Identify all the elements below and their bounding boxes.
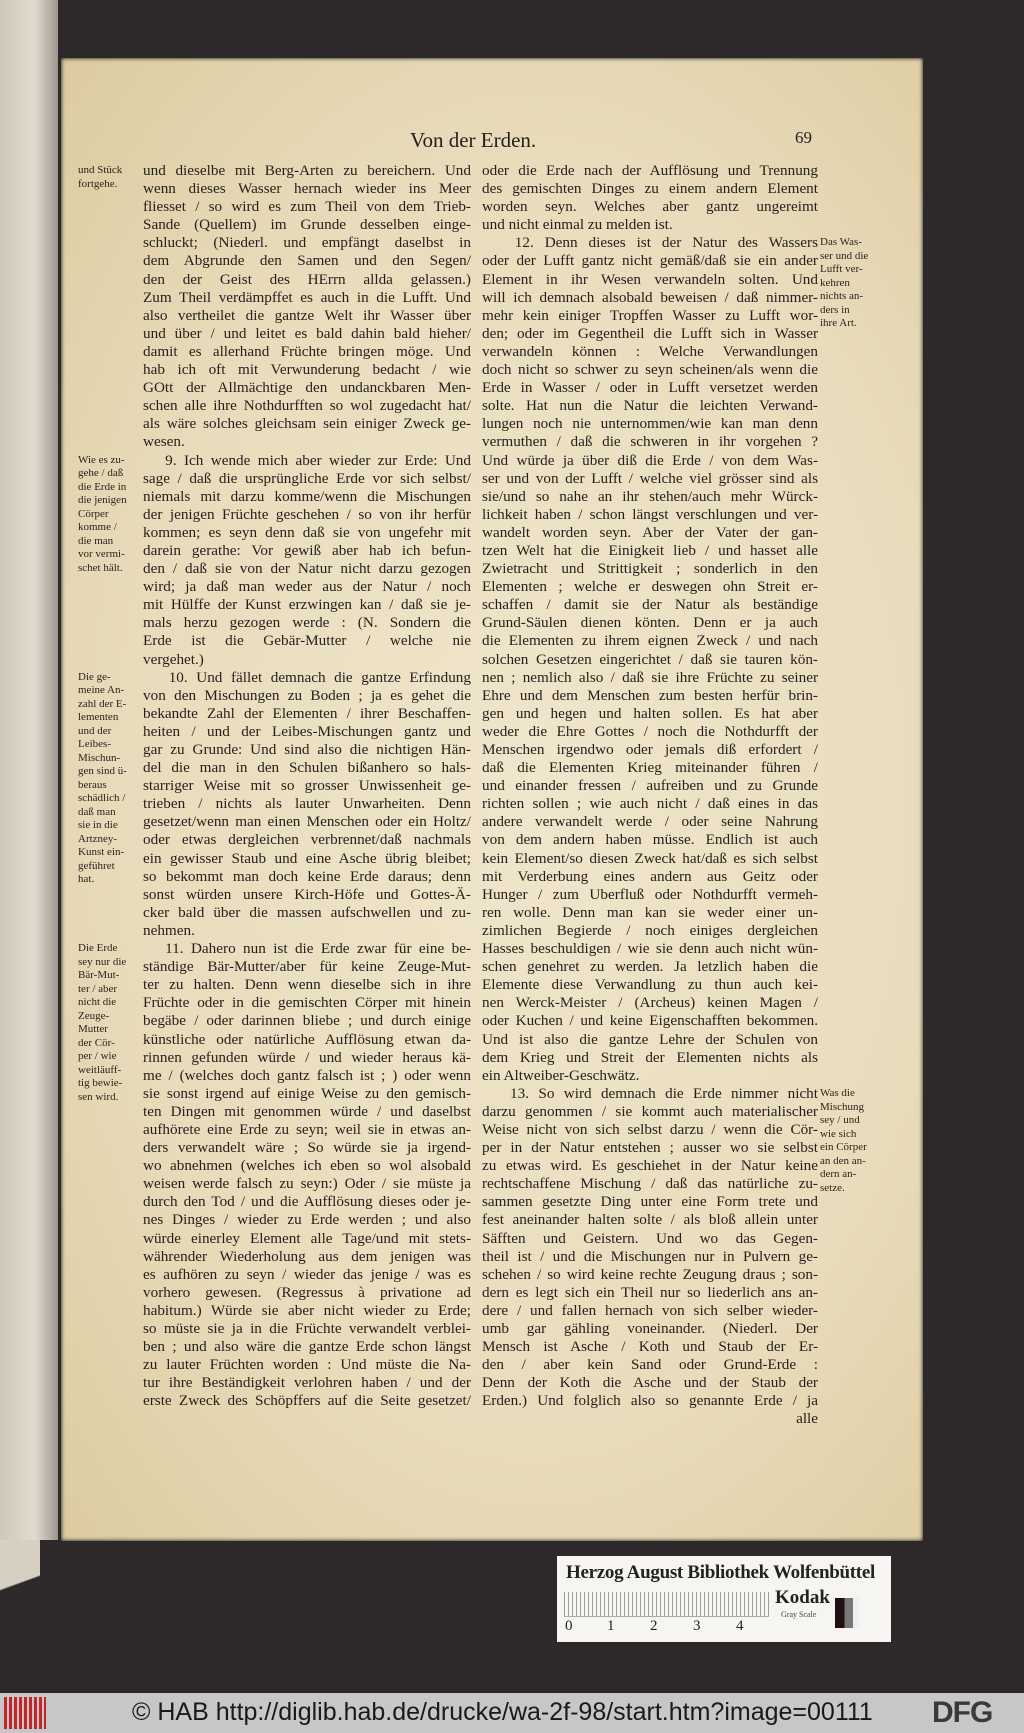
margin-note-line: Cörper (78, 507, 109, 520)
page-number: 69 (795, 128, 812, 147)
text-line: durch den Tod / und die Aufflösung dieses oder je- (143, 1193, 471, 1211)
margin-note-line: wie sich (820, 1127, 857, 1140)
margin-note-line: an den an- (820, 1154, 866, 1167)
text-line: Erde in Wasser / oder in Lufft versetzet werden (482, 379, 818, 397)
text-line: wird; ja daß man weder aus der Natur / noch (143, 578, 471, 596)
left-text-column (143, 162, 471, 1410)
text-line: 10. Und fället demnach die gantze Erfindung (143, 668, 471, 686)
margin-note-line: daß man (78, 805, 116, 818)
text-line: Erde ist die Gebär-Mutter / welche nie (143, 632, 471, 650)
text-line: die Elementen zu ihrem eignen Zweck / und nach (482, 632, 818, 650)
text-line: darein gerathe: Vor gewiß aber hab ich befun- (143, 541, 471, 559)
text-line: währender Wiederholung aus dem jenigen was (143, 1247, 471, 1265)
margin-note-line: Kunst ein- (78, 846, 125, 859)
text-line: damit es allerhand Früchte bringen möge. Und (143, 342, 471, 360)
dfg-logo: DFG (932, 1696, 993, 1729)
margin-note-line: tig bewie- (78, 1077, 123, 1090)
margin-note (820, 1087, 884, 1195)
margin-note-line: Bär-Mut- (78, 969, 120, 982)
text-line: Weise nicht von sich selbst darzu / wenn die Cör- (482, 1120, 818, 1138)
text-line: schen genehret zu werden. Ja letzlich haben die (482, 958, 818, 976)
margin-note-line: Das Was- (820, 236, 862, 249)
text-line: Denn der Koth die Asche und der Staub der (482, 1374, 818, 1392)
text-line: fliesset / so wird es zum Theil von dem Trieb- (143, 198, 471, 216)
text-line: Hasses beschuldigen / wie sie denn auch nicht wün- (482, 940, 818, 958)
text-line: sie sonst irgend auf einige Weise zu den gemisch- (143, 1084, 471, 1102)
text-line: rechtschaffene Mischung / daß das natürliche zu- (482, 1175, 818, 1193)
margin-note-line: Mischung (820, 1100, 864, 1113)
text-line: 11. Dahero nun ist die Erde zwar für eine be- (143, 940, 471, 958)
text-line: künstliche oder natürliche Aufflösung etwan da- (143, 1030, 471, 1048)
ruler-number: 3 (693, 1618, 701, 1634)
text-line: lichkeit haben / schon längst verschlungen und ver- (482, 505, 818, 523)
text-line: sie/und so nahe an ihr stehen/auch mehr Würck- (482, 487, 818, 505)
text-line: ders verwandelt wäre ; So würde sie ja irgend- (143, 1139, 471, 1157)
text-line: 12. Denn dieses ist der Natur des Wassers (482, 234, 818, 252)
margin-note-line: geführet (78, 859, 115, 872)
text-line: zu etwas wird. Es geschiehet in der Natur keine (482, 1157, 818, 1175)
text-line: theil ist / und die Mischungen nur in Pulvern ge- (482, 1247, 818, 1265)
margin-note-line: sey / und (820, 1114, 860, 1127)
text-line: und einander fressen / aufreiben und zu Grunde (482, 777, 818, 795)
text-line: me / (welches doch gantz falsch ist ; ) oder wenn (143, 1066, 471, 1084)
margin-note (78, 671, 142, 887)
text-line: es aufhören zu seyn / wieder das jenige / was es (143, 1265, 471, 1283)
margin-note-line: sie in die (78, 819, 118, 832)
text-line: Sande (Quellem) im Grunde desselben einge- (143, 216, 471, 234)
text-line: vergehet.) (143, 650, 204, 668)
text-line: nes Dinges / wieder zu Erde werden ; und also (143, 1211, 471, 1229)
margin-note-line: nicht die (78, 996, 117, 1009)
margin-note-line: gehe / daß (78, 467, 124, 480)
color-calibration-card (557, 1556, 891, 1642)
text-line: ten Dingen mit genommen würde / und daselbst (143, 1102, 471, 1120)
text-line: ständige Bär-Mutter/aber für keine Zeuge-Mut- (143, 958, 471, 976)
text-line: alle (796, 1410, 818, 1428)
card-title: Herzog August Bibliothek Wolfenbüttel (566, 1562, 875, 1583)
text-line: den / aber kein Sand oder Grund-Erde : (482, 1356, 818, 1374)
text-line: schehen / so wird keine rechte Zeugung draus ; son- (482, 1265, 818, 1283)
text-line: Und würde ja über diß die Erde / von dem Was- (482, 451, 818, 469)
text-line: Früchte oder in die gemischten Cörper mit hinein (143, 994, 471, 1012)
ruler-number: 4 (736, 1618, 744, 1634)
text-line: Menschen irgendwo oder jemals diß erfordert / (482, 741, 818, 758)
margin-note-line: die Erde in (78, 480, 127, 493)
margin-note-line: ter / aber (78, 982, 118, 995)
text-line: ser und von der Lufft / welche viel grösser sind als (482, 469, 818, 487)
text-line: heiten / und der Leibes-Mischungen gantz und (143, 722, 471, 740)
margin-note-line: schädlich / (78, 792, 126, 805)
margin-note-line: fortgehe. (78, 177, 118, 190)
text-line: wo abnehmen (welches ich eben so wol alsobald (143, 1157, 471, 1175)
text-line: Elemente diese Verwandlung zu thun auch kei- (482, 976, 818, 994)
text-line: Grund-Säulen dienen könten. Denn er ja auch (482, 614, 818, 632)
text-line: verwandeln können : Welche Verwandlungen (482, 342, 818, 360)
text-line: will ich demnach alsobald beweisen / daß nimmer- (482, 288, 818, 306)
margin-note-line: zahl der E- (78, 697, 127, 710)
text-line: umb gar gähling voneinander. (Niederl. Der (482, 1320, 818, 1337)
text-line: dere / und fallen hernach von sich selber wieder- (482, 1301, 818, 1319)
text-line: wesen. (143, 433, 185, 451)
text-line: habitum.) Würde sie aber nicht wieder zu Erde; (143, 1301, 471, 1319)
text-line: würde einerley Element alle Tage/und mit stets- (143, 1229, 471, 1247)
margin-note-line: ser und die (820, 249, 869, 262)
kodak-logo: Kodak (775, 1587, 830, 1608)
margin-note-line: Was die (820, 1087, 855, 1100)
text-line: oder Kuchen / und keine Eigenschafften bekommen. (482, 1012, 818, 1030)
text-line: wandelt worden seyn. Aber der Vater der gan- (482, 523, 818, 541)
margin-note-line: Mutter (78, 1023, 108, 1036)
text-line: per in der Natur entstehen ; ausser wo sie selbst (482, 1139, 818, 1157)
text-line: den der Geist des HErrn allda gelassen.) (143, 270, 471, 288)
text-line: vorhero gewesen. (Regressus à privatione ad (143, 1283, 471, 1301)
margin-note-line: Leibes- (78, 738, 111, 751)
ruler-number: 2 (650, 1618, 658, 1634)
text-line: nen ; nemlich also / daß sie ihre Früchte zu seiner (482, 668, 818, 686)
text-line: dem Abgrunde den Samen und den Segen/ (143, 252, 471, 270)
text-line: so bekommt man doch keine Erde daraus; denn (143, 867, 471, 885)
margin-note-line: sey nur die (78, 955, 127, 968)
text-line: Ehre und dem Menschen zum besten herfür brin- (482, 686, 818, 704)
text-line: oder der Lufft gantz nicht gemäß/daß sie ein ander (482, 252, 818, 270)
margin-note-line: Mischun- (78, 751, 121, 764)
margin-note-line: ders in (820, 303, 850, 316)
text-line: als wäre solches gleichsam sein einiger Zweck ge- (143, 415, 471, 433)
gray-scale-swatch (835, 1598, 859, 1628)
gray-scale-label: Gray Scale (781, 1610, 817, 1619)
text-line: zimlichen Begierde / noch einiges dergleichen (482, 921, 818, 939)
text-line: Hunger / zum Uberfluß oder Nothdurfft vermeh- (482, 885, 818, 903)
text-line: begäbe / oder darinnen bliebe ; und durch einige (143, 1012, 471, 1030)
margin-note-line: die man (78, 534, 114, 547)
text-line: GOtt der Allmächtige den undanckbaren Men- (143, 379, 471, 397)
margin-note-line: per / wie (78, 1050, 117, 1063)
text-line: worden seyn. Welches aber gantz ungereimt (482, 198, 818, 216)
text-line: mals herzu gezogen werde : (N. Sondern die (143, 614, 471, 632)
text-line: vermuthen / daß die schweren in ihr vorgehen ? (482, 433, 818, 451)
right-text-column (482, 162, 818, 1429)
text-line: aufhörete eine Erde zu seyn; weil sie in etwas an- (143, 1120, 471, 1138)
text-line: hab ich oft mit Verwunderung bedacht / wie (143, 361, 471, 379)
ruler-scale (564, 1592, 769, 1617)
text-line: oder etwas dergleichen verbrennet/daß nachmals (143, 831, 471, 849)
text-line: cker bald über die massen aufschwellen und zu- (143, 903, 471, 921)
text-line: ben ; und also wäre die gantze Erde schon längst (143, 1338, 471, 1356)
margin-note-line: Zeuge- (78, 1009, 110, 1022)
text-line: del die man in den Schulen bißanhero so hals- (143, 759, 471, 777)
margin-note-line: weitläuff- (78, 1063, 122, 1076)
text-line: gar zu Grunde: Und sind also die nichtigen Hän- (143, 741, 471, 758)
margin-note-line: die jenigen (78, 494, 127, 507)
text-line: lungen noch nie unternommen/wie kan man denn (482, 415, 818, 433)
text-line: 13. So wird demnach die Erde nimmer nicht (482, 1084, 818, 1102)
margin-note (78, 164, 142, 191)
text-line: bekandte Zahl der Elementen / ihrer Beschaffen- (143, 704, 471, 722)
text-line: dern es legt sich ein Theil nur so liederlich ans an- (482, 1283, 818, 1301)
text-line: zu lauter Früchten worden : Und müste die Na- (143, 1356, 471, 1374)
text-line: dem Krieg und Streit der Elementen nichts als (482, 1048, 818, 1066)
margin-note (78, 454, 142, 576)
text-line: den / daß sie von der Natur nicht darzu gezogen (143, 560, 471, 578)
text-line: starriger Weise mit so grosser Unwissenheit ge- (143, 777, 471, 795)
text-line: sonst würden unsere Kirch-Höfe und Gottes-Ä- (143, 885, 471, 903)
text-line: tzen Welt hat die Einigkeit lieb / und hasset alle (482, 541, 818, 559)
text-line: darzu genommen / sie kommt auch materialischer (482, 1102, 818, 1120)
margin-note-line: sen wird. (78, 1090, 119, 1103)
previous-page-corner (0, 1540, 40, 1690)
text-line: nen Werck-Meister / (Archeus) keinen Magen / (482, 994, 818, 1012)
margin-note-line: der Cör- (78, 1036, 115, 1049)
text-line: also vertheilet die gantze Welt ihr Wasser über (143, 306, 471, 324)
text-line: oder die Erde nach der Aufflösung und Trennung (482, 162, 818, 179)
text-line: des gemischten Dinges zu einem andern Element (482, 180, 818, 198)
margin-note-line: dern an- (820, 1168, 857, 1181)
text-line: Und ist also die gantze Lehre der Schulen von (482, 1030, 818, 1048)
ruler-number: 1 (607, 1618, 615, 1634)
margin-note-line: vor vermi- (78, 548, 125, 561)
text-line: kein Element/so diesen Zweck hat/daß es sich selbst (482, 849, 818, 867)
margin-note-line: nichts an- (820, 290, 864, 303)
source-link[interactable]: © HAB http://diglib.hab.de/drucke/wa-2f-98/start.htm?image=00111 (132, 1698, 873, 1726)
margin-note (820, 236, 884, 331)
running-title: Von der Erden. (410, 128, 537, 152)
text-line: weisen werde falsch zu seyn:) Oder / sie müste ja (143, 1175, 471, 1193)
text-line: ter zu halten. Denn wenn dieselbe sich in ihre (143, 976, 471, 994)
ruler-number: 0 (565, 1618, 573, 1634)
margin-note-line: Die ge- (78, 670, 111, 683)
text-line: gen und hegen und halten sollen. Es hat aber (482, 704, 818, 722)
text-line: und nicht einmal zu melden ist. (482, 216, 673, 234)
text-line: richten sollen ; wie auch nicht / daß eines in das (482, 795, 818, 813)
text-line: Zum Theil verdämpffet es auch in die Lufft. Und (143, 288, 471, 306)
margin-note-line: lementen (78, 711, 119, 724)
text-line: niemals mit darzu komme/wenn die Mischungen (143, 487, 471, 505)
margin-note-line: und der (78, 724, 112, 737)
text-line: doch nicht so schwer zu seyn scheinen/als wenn die (482, 361, 818, 379)
text-line: kommen; es seyn denn daß sie von ungefehr mit (143, 523, 471, 541)
text-line: den; oder im Gegentheil die Lufft sich in Wasser (482, 324, 818, 342)
margin-note-line: beraus (78, 778, 107, 791)
text-line: mit Hülffe der Kunst erzwingen kan / daß sie je- (143, 596, 471, 614)
hab-logo-icon (4, 1697, 46, 1729)
footer-bar (0, 1693, 1024, 1733)
text-line: schluckt; (Niederl. und empfängt daselbst in (143, 234, 471, 252)
text-line: gesetzet/wenn man einen Menschen oder ein Holtz/ (143, 813, 471, 831)
text-line: nehmen. (143, 921, 195, 939)
text-line: solte. Hat nun die Natur die leichten Verwand- (482, 397, 818, 415)
text-line: solchen Gesetzen eingerichtet / daß sie tauren kön- (482, 650, 818, 668)
margin-note-line: setze. (820, 1181, 845, 1194)
text-line: tur ihre Beständigkeit verlohren haben / und der (143, 1374, 471, 1392)
text-line: mehr kein einiger Tropffen Wasser zu Lufft wor- (482, 306, 818, 324)
text-line: von dem andern haben müsse. Endlich ist auch (482, 831, 818, 849)
text-line: sage / daß die ursprüngliche Erde vor sich selbst/ (143, 469, 471, 487)
text-line: so müste sie ja in die Früchte verwandelt verblei- (143, 1320, 471, 1337)
text-line: Zwietracht und Strittigkeit ; sonderlich in den (482, 560, 818, 578)
text-line: schaffen / damit sie der Natur als beständige (482, 596, 818, 614)
margin-note-line: hat. (78, 873, 95, 886)
text-line: fest aneinander halten solte / als bloß allein unter (482, 1211, 818, 1229)
text-line: 9. Ich wende mich aber wieder zur Erde: Und (143, 451, 471, 469)
margin-note-line: ein Cörper (820, 1141, 867, 1154)
margin-note-line: Artzney- (78, 832, 118, 845)
text-line: Säfften und Geistern. Und wo das Gegen- (482, 1229, 818, 1247)
text-line: und dieselbe mit Berg-Arten zu bereichern. Und (143, 162, 471, 179)
text-line: erste Zweck des Schöpffers auf die Seite gesetzet/ (143, 1392, 471, 1410)
text-line: Mensch ist Asche / Koth und Staub der Er- (482, 1338, 818, 1356)
text-line: ein Altweiber-Geschwätz. (482, 1066, 640, 1084)
previous-page-edge (0, 0, 58, 1540)
text-line: ein gewisser Staub und eine Asche übrig bleibet; (143, 849, 471, 867)
margin-note-line: schet hält. (78, 561, 123, 574)
text-line: sammen gesetzte Ding unter eine Form trete und (482, 1193, 818, 1211)
margin-note-line: meine An- (78, 684, 125, 697)
text-line: schen alle ihre Nothdurfften so wol zugedacht hat/ (143, 397, 471, 415)
text-line: trieben / nichts als lauter Unwarheiten. Denn (143, 795, 471, 813)
text-line: weder die Ehre Gottes / noch die Nothdurfft der (482, 722, 818, 740)
text-line: mit Verderbung eines andern aus Geitz oder (482, 867, 818, 885)
text-line: von den Mischungen zu Boden ; ja es gehet die (143, 686, 471, 704)
text-line: andere verwandelt werde / oder seine Nahrung (482, 813, 818, 831)
text-line: Elementen ; welche er deswegen ohn Streit er- (482, 578, 818, 596)
text-line: Erden.) Und folglich also so genannte Erde / ja (482, 1392, 818, 1410)
text-line: und über / und leitet es bald dahin bald hieher/ (143, 324, 471, 342)
text-line: der jenigen Früchte geschehen / so von ihr herfür (143, 505, 471, 523)
text-line: wenn dieses Wasser hernach wieder ins Meer (143, 180, 471, 198)
margin-note-line: komme / (78, 521, 117, 534)
margin-note-line: Wie es zu- (78, 453, 125, 466)
margin-note-line: Die Erde (78, 942, 118, 955)
margin-note-line: gen sind ü- (78, 765, 127, 778)
margin-note-line: Lufft ver- (820, 263, 863, 276)
text-line: rinnen gefunden würde / und wieder heraus kä- (143, 1048, 471, 1066)
margin-note-line: und Stück (78, 164, 123, 176)
margin-note-line: kehren (820, 276, 850, 289)
text-line: ren wolle. Denn man kan sie weder einer un- (482, 903, 818, 921)
margin-note-line: ihre Art. (820, 317, 857, 330)
text-line: Element in ihr Wesen verwandeln solten. Und (482, 270, 818, 288)
margin-note (78, 942, 142, 1104)
text-line: daß die Elementen Krieg miteinander führen / (482, 759, 818, 777)
